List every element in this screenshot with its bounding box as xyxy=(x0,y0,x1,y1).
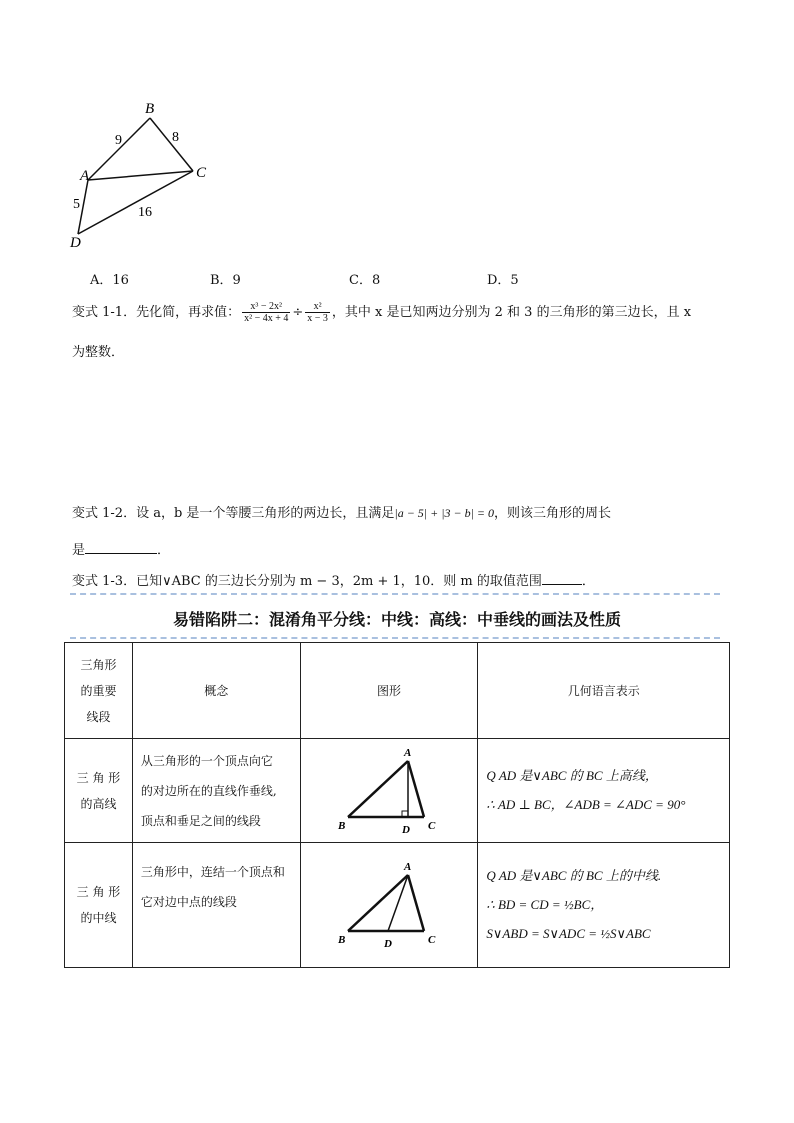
header-segment-line: 的重要 xyxy=(80,683,117,698)
row-name-line: 的高线 xyxy=(80,796,117,811)
fraction-2-denominator: x − 3 xyxy=(307,313,328,324)
concept-line: 三角形中，连结一个顶点和 xyxy=(140,865,285,879)
figure-altitude xyxy=(300,739,478,843)
row-name-line: 三 角 形 xyxy=(76,885,121,899)
header-segment xyxy=(65,643,133,739)
table-row-median xyxy=(65,843,730,968)
fraction-2 xyxy=(305,301,330,324)
lang-median xyxy=(478,843,730,968)
vertex-c-label: C xyxy=(196,165,207,181)
answer-blank-range[interactable] xyxy=(542,572,582,585)
vertex-d-label: D xyxy=(70,235,81,251)
q13-suffix: ． xyxy=(581,574,595,589)
figure-median xyxy=(300,843,478,968)
header-concept: 概念 xyxy=(132,643,300,739)
lang-line: ∴ BD = CD = ½BC， xyxy=(486,896,604,912)
divide-sign: ÷ xyxy=(292,305,304,320)
lang-altitude xyxy=(478,739,730,843)
table-row-altitude xyxy=(65,739,730,843)
section-divider-top xyxy=(70,593,720,595)
table-header-row xyxy=(65,643,730,739)
question-1-1 xyxy=(72,298,732,328)
q12-line2-prefix: 是 xyxy=(72,543,86,558)
option-c: C．8 xyxy=(349,273,381,288)
concept-altitude xyxy=(132,739,300,843)
q12-line2-suffix: ． xyxy=(157,543,171,558)
alt-label-b: B xyxy=(338,819,346,832)
q13-prefix: 变式 1-3．已知∨ABC 的三边长分别为 m − 3，2m + 1，10．则 m 的取值范围 xyxy=(72,574,542,589)
header-figure: 图形 xyxy=(300,643,478,739)
alt-label-c: C xyxy=(428,819,436,832)
fraction-1-numerator: x³ − 2x² xyxy=(242,301,290,313)
concept-line: 顶点和垂足之间的线段 xyxy=(140,813,261,828)
option-a: A．16 xyxy=(90,273,129,288)
concept-median xyxy=(132,843,300,968)
summary-table xyxy=(64,642,730,968)
q11-suffix: ，其中 x 是已知两边分别为 2 和 3 的三角形的第三边长，且 x xyxy=(331,305,692,320)
altitude-triangle-figure xyxy=(334,743,444,839)
edge-ad-label: 5 xyxy=(73,197,80,212)
fraction-2-numerator: x² xyxy=(305,301,330,313)
concept-line: 它对边中点的线段 xyxy=(140,895,237,909)
lang-line: Q AD 是∨ABC 的 BC 上高线， xyxy=(486,767,658,783)
section-divider-bottom xyxy=(70,637,720,639)
edge-ab-label: 9 xyxy=(115,133,122,148)
concept-line: 从三角形的一个顶点向它 xyxy=(140,753,273,768)
answer-blank-perimeter[interactable] xyxy=(85,541,157,554)
header-geometric-language: 几何语言表示 xyxy=(478,643,730,739)
concept-line: 的对边所在的直线作垂线, xyxy=(140,783,277,798)
question-1-3 xyxy=(72,570,595,589)
question-1-2 xyxy=(72,502,611,521)
q12-prefix: 变式 1-2．设 a，b 是一个等腰三角形的两边长，且满足 xyxy=(72,506,395,521)
quadrilateral-figure xyxy=(60,98,230,258)
edge-dc-label: 16 xyxy=(138,205,152,220)
med-label-c: C xyxy=(428,934,436,946)
header-segment-line: 三角形 xyxy=(80,657,117,672)
fraction-1 xyxy=(242,301,290,324)
alt-label-a: A xyxy=(404,746,412,759)
edge-bc-label: 8 xyxy=(172,130,179,145)
q12-line2 xyxy=(72,539,170,558)
vertex-b-label: B xyxy=(145,101,155,117)
q12-suffix: ，则该三角形的周长 xyxy=(494,506,612,521)
row-name-line: 三 角 形 xyxy=(76,770,121,785)
med-label-b: B xyxy=(338,934,346,946)
section-title: 易错陷阱二：混淆角平分线：中线：高线：中垂线的画法及性质 xyxy=(172,610,621,629)
row-name-altitude xyxy=(65,739,133,843)
abs-equation: |a − 5| + |3 − b| = 0 xyxy=(394,506,494,520)
fraction-1-denominator: x² − 4x + 4 xyxy=(244,313,289,324)
median-triangle-figure xyxy=(334,857,444,953)
med-label-d: D xyxy=(384,938,392,950)
lang-line: S∨ABD = S∨ADC = ½S∨ABC xyxy=(486,925,651,941)
row-name-line: 的中线 xyxy=(80,911,117,925)
option-b: B．9 xyxy=(210,273,241,288)
q11-line2: 为整数． xyxy=(72,345,125,360)
header-segment-line: 线段 xyxy=(86,709,111,724)
row-name-median xyxy=(65,843,133,968)
vertex-a-label: A xyxy=(80,168,90,184)
option-d: D．5 xyxy=(487,273,519,288)
q11-prefix: 变式 1-1．先化简，再求值： xyxy=(72,305,241,320)
alt-label-d: D xyxy=(402,823,410,836)
lang-line: Q AD 是∨ABC 的 BC 上的中线. xyxy=(486,867,662,883)
med-label-a: A xyxy=(404,861,412,873)
lang-line: ∴ AD ⊥ BC，∠ADB = ∠ADC = 90° xyxy=(486,796,686,812)
